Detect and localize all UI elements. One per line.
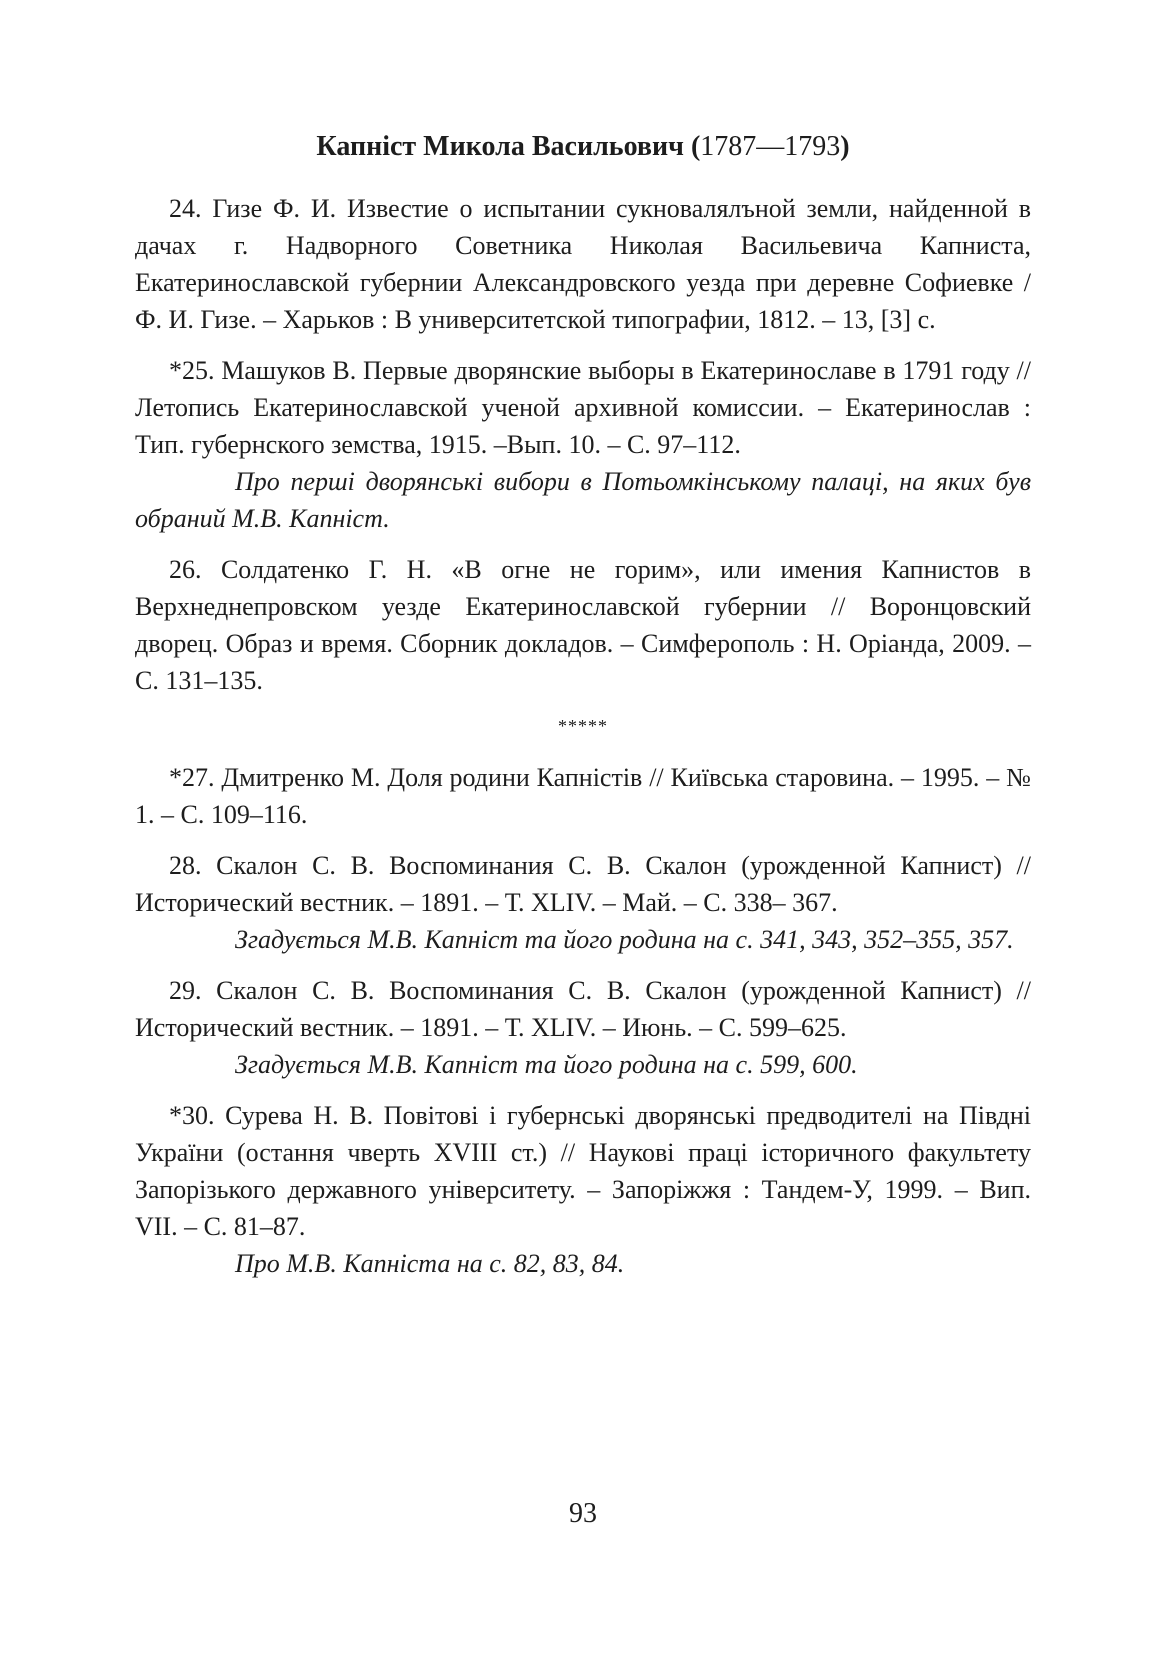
section-separator: *****: [558, 716, 608, 736]
page-number: 93: [569, 1498, 597, 1529]
bibliography-entry-25: *25. Машуков В. Первые дворянские выборы в Екатеринославе в 1791 году // Летопись Екатеринославской ученой архивной комиссии. – Екатеринослав : Тип. губернского земства, 1915. –Вып. 10. – С. 97–112.: [135, 356, 1031, 459]
heading-person-name: Капніст Микола Васильович: [316, 131, 684, 162]
annotation-entry-28: Згадується М.В. Капніст та його родина на с. 341, 343, 352–355, 357.: [235, 925, 1014, 954]
bibliography-entry-27: *27. Дмитренко М. Доля родини Капністів // Київська старовина. – 1995. – № 1. – С. 109–116.: [135, 763, 1031, 829]
annotation-entry-30: Про М.В. Капніста на с. 82, 83, 84.: [235, 1249, 625, 1278]
heading-open-paren: (: [690, 131, 701, 162]
annotation-entry-29: Згадується М.В. Капніст та його родина на с. 599, 600.: [235, 1050, 858, 1079]
bibliography-entry-26: 26. Солдатенко Г. Н. «В огне не горим», или имения Капнистов в Верхнеднепровском уезде Екатеринославской губернии // Воронцовский дворец. Образ и время. Сборник докладов. – Симферополь : Н. Оріанда, 2009. – С. 131–135.: [135, 555, 1031, 695]
bibliography-entry-28: 28. Скалон С. В. Воспоминания С. В. Скалон (урожденной Капнист) // Исторический вестник. – 1891. – Т. XLIV. – Май. – С. 338– 367.: [135, 851, 1031, 917]
section-heading: [135, 128, 1031, 166]
heading-years: 1787—1793: [700, 131, 841, 162]
bibliography-entry-29: 29. Скалон С. В. Воспоминания С. В. Скалон (урожденной Капнист) // Исторический вестник. – 1891. – Т. XLIV. – Июнь. – С. 599–625.: [135, 976, 1031, 1042]
bibliography-entry-30: *30. Сурева Н. В. Повітові і губернські дворянські предводителі на Півдні України (остання чверть XVIII ст.) // Наукові праці історичного факультету Запорізького державного університету. – Запоріжжя : Тандем-У, 1999. – Вип. VII. – С. 81–87.: [135, 1101, 1031, 1241]
page-content: [135, 128, 1031, 1282]
heading-close-paren: ): [840, 131, 850, 162]
annotation-entry-25: Про перші дворянські вибори в Потьомкінському палаці, на яких був обраний М.В. Капніст.: [135, 467, 1031, 533]
bibliography-entry-24: 24. Гизе Ф. И. Известие о испытании сукновалялъной земли, найденной в дачах г. Надворного Советника Николая Васильевича Капниста, Екатеринославской губернии Александровского уезда при деревне Софиевке / Ф. И. Гизе. – Харьков : В университетской типографии, 1812. – 13, [3] с.: [135, 194, 1031, 334]
